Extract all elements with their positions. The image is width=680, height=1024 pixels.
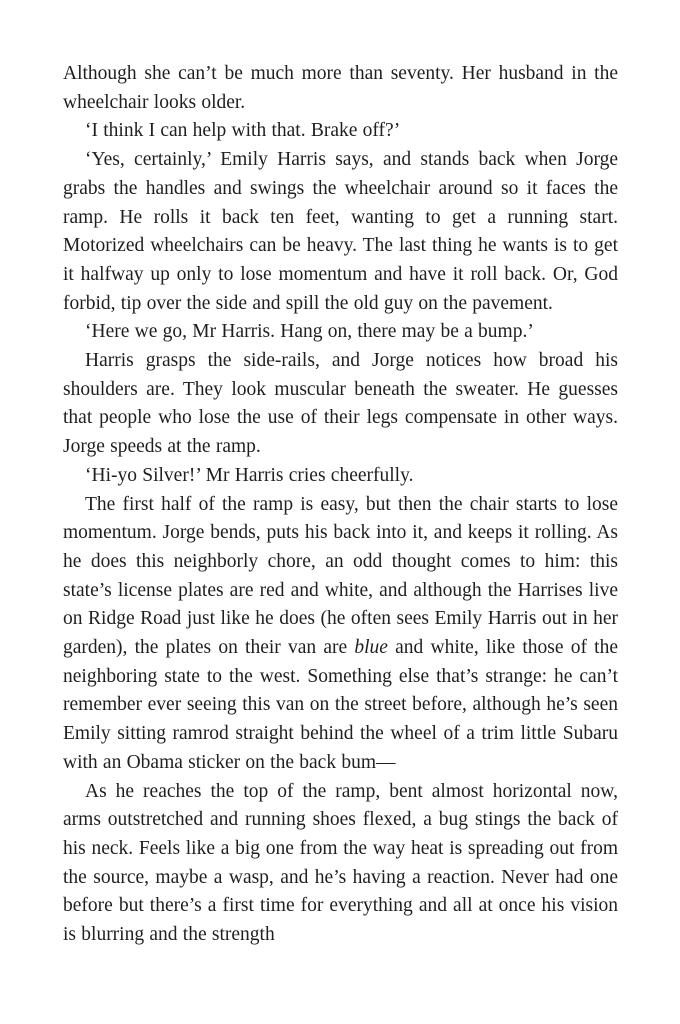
paragraph-text: and white, like those of the neighboring state to the west. Something else that’s strange: he can’t remember ever seeing this van on the street before, although he’s seen Emily sitting ramrod straight behind the wheel of a trim little Subaru with an Obama sticker on the back bum— (63, 637, 618, 773)
paragraph-text: ‘Here we go, Mr Harris. Hang on, there may be a bump.’ (85, 321, 534, 343)
paragraph (63, 318, 618, 347)
paragraph (63, 60, 618, 117)
paragraph (63, 146, 618, 318)
paragraph-text: ‘I think I can help with that. Brake off?’ (85, 120, 401, 142)
paragraph-text: Harris grasps the side-rails, and Jorge notices how broad his shoulders are. They look muscular beneath the sweater. He guesses that people who lose the use of their legs compensate in other ways. Jorge speeds at the ramp. (63, 350, 618, 458)
paragraph-text: As he reaches the top of the ramp, bent almost horizontal now, arms outstretched and running shoes flexed, a bug stings the back of his neck. Feels like a big one from the way heat is spreading out from the source, maybe a wasp, and he’s having a reaction. Never had one before but there’s a first time for everything and all at once his vision is blurring and the strength (63, 780, 618, 946)
paragraph (63, 347, 618, 462)
paragraph-text: ‘Yes, certainly,’ Emily Harris says, and stands back when Jorge grabs the handles and swings the wheelchair around so it faces the ramp. He rolls it back ten feet, wanting to get a running start. Motorized wheelchairs can be heavy. The last thing he wants is to get it halfway up only to lose momentum and have it roll back. Or, God forbid, tip over the side and spill the old guy on the pavement. (63, 149, 618, 314)
paragraph (63, 462, 618, 491)
paragraph (63, 491, 618, 778)
paragraph-text: ‘Hi-yo Silver!’ Mr Harris cries cheerfully. (85, 464, 414, 486)
paragraph-text: Although she can’t be much more than seventy. Her husband in the wheelchair looks older. (63, 63, 618, 113)
paragraph (63, 778, 618, 950)
paragraph (63, 117, 618, 146)
paragraph-text-italic: blue (354, 637, 388, 659)
paragraph-text: The first half of the ramp is easy, but then the chair starts to lose momentum. Jorge bends, puts his back into it, and keeps it rolling. As he does this neighborly chore, an odd thought comes to him: this state’s license plates are red and white, and although the Harrises live on Ridge Road just like he does (he often sees Emily Harris out in her garden), the plates on their van are (63, 493, 618, 659)
